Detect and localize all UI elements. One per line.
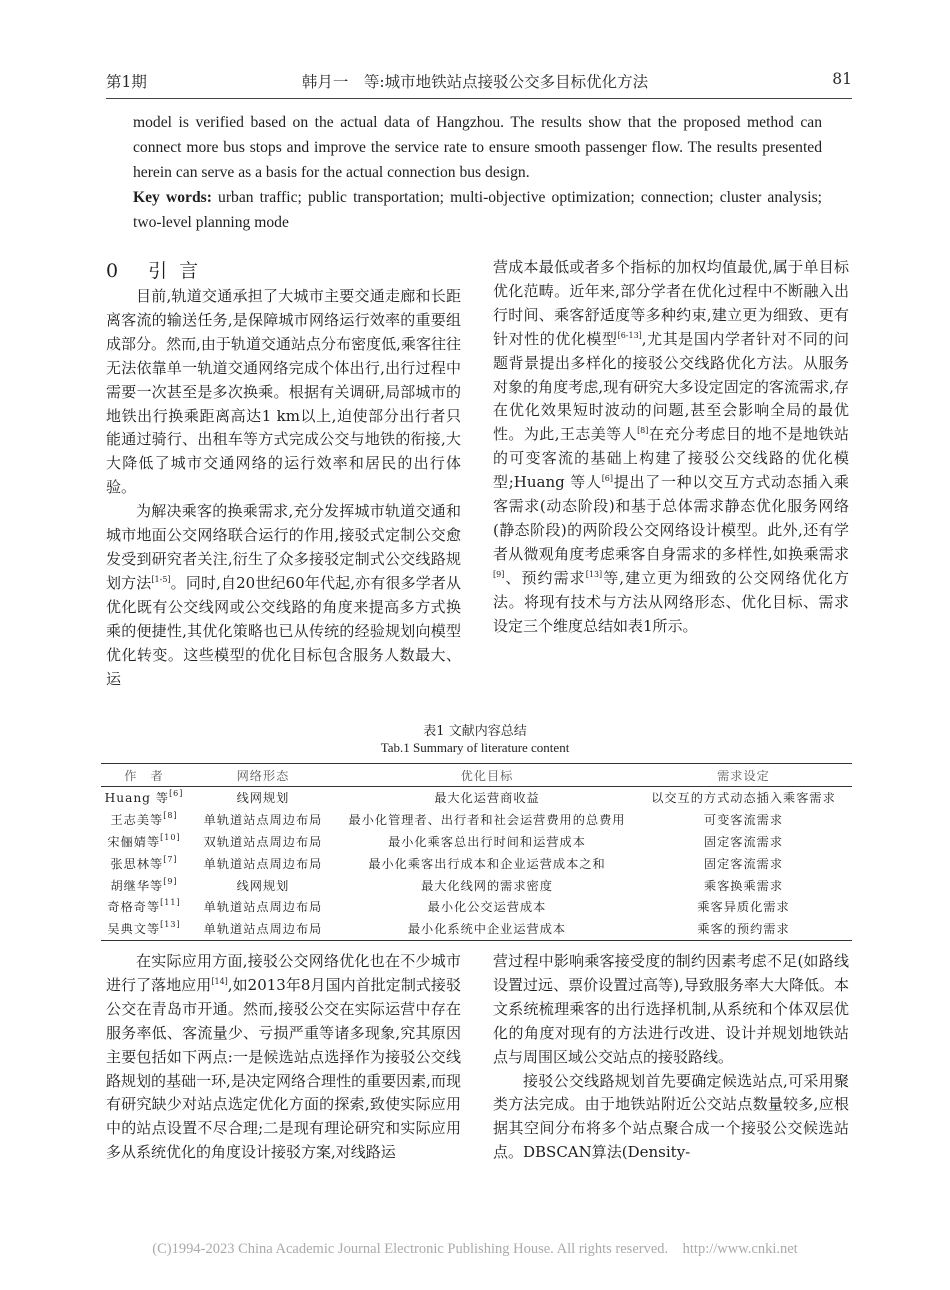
header-network-form: 网络形态	[187, 764, 339, 787]
table-row	[101, 918, 852, 940]
header-page-number: 81	[832, 70, 852, 88]
body-paragraph: 营过程中影响乘客接受度的制约因素考虑不足(如路线设置过远、票价设置过高等),导致服务率大大降低。本文系统梳理乘客的出行选择机制,从系统和个体双层优化的角度对现有的方法进行改进、设计并规划地铁站点与周围区域公交站点的接驳路线。	[493, 952, 849, 1066]
cell-author	[101, 896, 187, 918]
cell-demand-setting: 固定客流需求	[703, 856, 784, 871]
text-run: ,尤其是国内学者针对不同的问题背景提出多样化的接驳公交线路优化方法。从服务对象的角度考虑,现有研究大多设定固定的客流需求,存在优化效果短时波动的问题,甚至会影响全局的最优性。为此,王志美等人	[493, 329, 849, 444]
body-paragraph	[493, 256, 849, 639]
citation[interactable]: [10]	[160, 832, 181, 842]
cell-optimization-goal: 最大化线网的需求密度	[421, 878, 553, 893]
cell-author	[101, 918, 187, 940]
cell-demand-setting: 固定客流需求	[703, 834, 784, 849]
header-rule	[106, 98, 852, 99]
cell-optimization-goal: 最大化运营商收益	[434, 791, 540, 806]
header-optimization-goal: 优化目标	[339, 764, 635, 787]
text-run: 等,建立更为细致的公交网络优化方法。将现有技术与方法从网络形态、优化目标、需求设定三个维度总结如表1所示。	[493, 568, 849, 635]
text-run: 营成本最低或者多个指标的加权均值最优,属于单目标优化范畴。近年来,部分学者在优化过程中不断融入出行时间、乘客舒适度等多种约束,建立更为细致、更有针对性的优化模型	[493, 258, 849, 348]
abstract-text: model is verified based on the actual data of Hangzhou. The results show that the proposed method can connect more bus stops and improve the service rate to ensure smooth passenger flow. The results presented herein can serve as a basis for the actual connection bus design.	[133, 114, 822, 181]
cell-optimization-goal: 最小化系统中企业运营成本	[339, 918, 635, 940]
table-row	[101, 874, 852, 896]
header-demand-setting: 需求设定	[635, 764, 852, 787]
cell-network-form: 单轨道站点周边布局	[203, 813, 323, 828]
author-name: Huang 等	[104, 791, 170, 806]
author-name: 吴典文等	[107, 922, 161, 937]
table-caption-cn: 表1 文献内容总结	[423, 724, 527, 739]
section-title: 引言	[148, 260, 211, 282]
table-row	[101, 809, 852, 831]
header-running-title: 韩月一 等:城市地铁站点接驳公交多目标优化方法	[301, 73, 649, 91]
citation[interactable]: [8]	[163, 811, 178, 821]
citation[interactable]: [11]	[160, 898, 181, 908]
cell-optimization-goal: 最小化乘客出行成本和企业运营成本之和	[368, 856, 606, 871]
section-number: 0	[106, 260, 131, 282]
citation[interactable]: [14]	[211, 976, 228, 986]
table-row	[101, 896, 852, 918]
copyright-footer	[0, 1241, 950, 1258]
right-column-lower	[493, 950, 849, 1165]
keywords-list: urban traffic; public transportation; multi-objective optimization; connection; cluster analysis; two-level planning mode	[133, 189, 822, 231]
cell-network-form: 线网规划	[236, 878, 290, 893]
cell-network-form: 单轨道站点周边布局	[187, 918, 339, 940]
body-paragraph	[106, 950, 461, 1165]
author-name: 张思林等	[110, 856, 164, 871]
citation[interactable]: [1-5]	[151, 574, 171, 584]
citation[interactable]: [13]	[585, 569, 603, 579]
cell-author	[101, 809, 187, 831]
text-run: 。同时,自20世纪60年代起,亦有很多学者从优化既有公交线网或公交线路的角度来提高多方式换乘的便捷性,其优化策略也已从传统的经验规划向模型优化转变。这些模型的优化目标包含服务人数最大、运	[106, 573, 461, 688]
left-column-lower	[106, 950, 461, 1165]
text-run: 、预约需求	[504, 568, 586, 587]
cell-network-form: 单轨道站点周边布局	[203, 900, 323, 915]
table-caption-en: Tab.1 Summary of literature content	[380, 740, 570, 755]
cell-demand-setting: 乘客的预约需求	[635, 918, 852, 940]
body-paragraph: 目前,轨道交通承担了大城市主要交通走廊和长距离客流的输送任务,是保障城市网络运行效率的重要组成部分。然而,由于轨道交通站点分布密度低,乘客往往无法依靠单一轨道交通网络完成个体出行,出行过程中需要一次甚至是多次换乘。根据有关调研,局部城市的地铁出行换乘距离高达1 km以上,迫使部分出行者只能通过骑行、出租车等方式完成公交与地铁的衔接,大大降低了城市交通网络的运行效率和居民的出行体验。	[106, 287, 461, 497]
header-issue: 第1期	[106, 73, 147, 91]
literature-table	[101, 763, 852, 941]
cell-network-form: 线网规划	[236, 791, 290, 806]
body-paragraph	[106, 500, 461, 691]
table-header-row	[101, 764, 852, 787]
cell-author	[101, 852, 187, 874]
text-run: 为解决乘客的换乘需求,充分发挥城市轨道交通和城市地面公交网络联合运行的作用,接驳式定制公交愈发受到研究者关注,衍生了众多接驳定制式公交线路规划方法	[106, 502, 461, 592]
text-run: 在充分考虑目的地不是地铁站的可变客流的基础上构建了接驳公交线路的优化模型;Huang 等人	[493, 425, 849, 492]
keywords	[133, 185, 822, 235]
table-row	[101, 852, 852, 874]
cell-network-form: 双轨道站点周边布局	[203, 834, 323, 849]
cell-optimization-goal: 最小化管理者、出行者和社会运营费用的总费用	[348, 813, 626, 828]
citation[interactable]: [9]	[493, 569, 505, 579]
cell-optimization-goal: 最小化公交运营成本	[427, 900, 547, 915]
citation[interactable]: [9]	[163, 876, 178, 886]
cell-demand-setting: 乘客换乘需求	[703, 878, 784, 893]
text-run: 在实际应用方面,接驳公交网络优化也在不少城市进行了落地应用	[106, 952, 461, 994]
right-column-upper	[493, 256, 849, 639]
author-name: 宋俪婧等	[107, 834, 161, 849]
citation[interactable]: [8]	[637, 426, 649, 436]
cell-author	[101, 787, 187, 809]
keywords-label: Key words:	[133, 189, 212, 206]
text-run: ,如2013年8月国内首批定制式接驳公交在青岛市开通。然而,接驳公交在实际运营中存在服务率低、客流量少、亏损严重等诸多现象,究其原因主要包括如下两点:一是候选站点选择作为接驳公交线路规划的基础一环,是决定网络合理性的重要因素,而现有研究缺少对站点选定优化方面的探索,致使实际应用中的站点设置不尽合理;二是现有理论研究和实际应用多从系统优化的角度设计接驳方案,对线路运	[106, 975, 461, 1162]
author-name: 奇格奇等	[107, 900, 161, 915]
body-paragraph: 接驳公交线路规划首先要确定候选站点,可采用聚类方法完成。由于地铁站附近公交站点数量较多,应根据其空间分布将多个站点聚合成一个接驳公交候选站点。DBSCAN算法(Density-	[493, 1071, 849, 1162]
citation[interactable]: [13]	[160, 920, 181, 930]
citation[interactable]: [6]	[169, 789, 184, 799]
section-heading	[106, 256, 210, 283]
header-author: 作 者	[101, 764, 187, 787]
author-name: 王志美等	[110, 813, 164, 828]
table-row	[101, 831, 852, 853]
table-row	[101, 787, 852, 809]
cell-author	[101, 831, 187, 853]
cell-author	[101, 874, 187, 896]
cnki-link[interactable]: http://www.cnki.net	[682, 1241, 798, 1257]
author-name: 胡继华等	[110, 878, 164, 893]
cell-demand-setting: 乘客异质化需求	[697, 900, 790, 915]
cell-demand-setting: 以交互的方式动态插入乘客需求	[651, 791, 836, 806]
citation[interactable]: [6]	[601, 474, 614, 484]
cell-demand-setting: 可变客流需求	[703, 813, 784, 828]
cell-network-form: 单轨道站点周边布局	[203, 856, 323, 871]
copyright-text: (C)1994-2023 China Academic Journal Electronic Publishing House. All rights reserved.	[152, 1241, 669, 1257]
left-column-upper	[106, 285, 461, 691]
text-run: 提出了一种以交互方式动态插入乘客需求(动态阶段)和基于总体需求静态优化服务网络(静态阶段)的两阶段公交网络设计模型。此外,还有学者从微观角度考虑乘客自身需求的多样性,如换乘需求	[493, 473, 849, 563]
cell-optimization-goal: 最小化乘客总出行时间和运营成本	[388, 834, 586, 849]
citation[interactable]: [7]	[163, 854, 178, 864]
citation[interactable]: [6-13]	[617, 330, 642, 340]
